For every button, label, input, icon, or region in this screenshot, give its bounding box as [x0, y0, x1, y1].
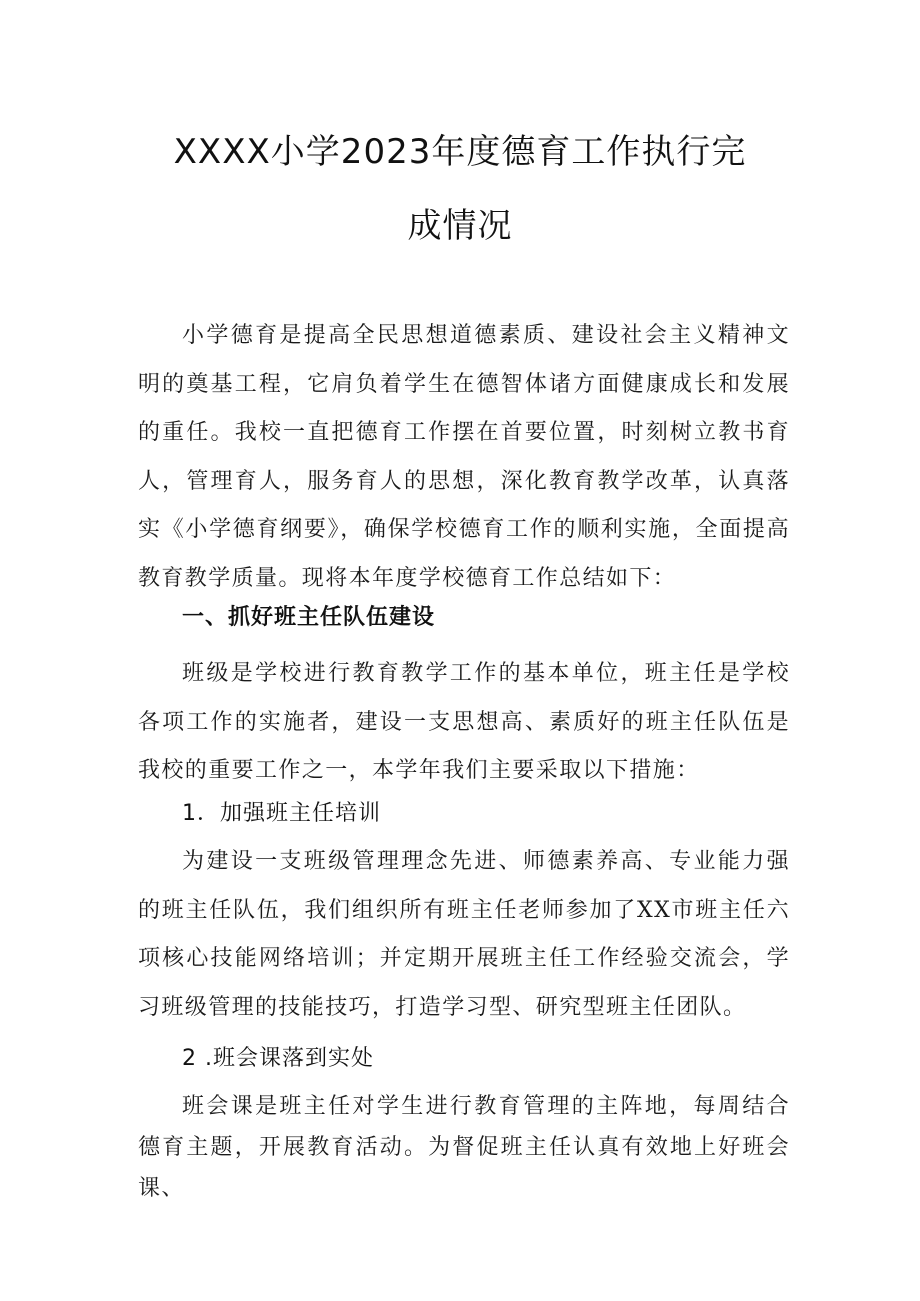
subsection-2-paragraph: 班会课是班主任对学生进行教育管理的主阵地，每周结合德育主题，开展教育活动。为督促班主任认真有效地上好班会课、 [138, 1094, 790, 1201]
subsection-1-paragraph: 为建设一支班级管理理念先进、师德素养高、专业能力强的班主任队伍，我们组织所有班主任老师参加了XX市班主任六项核心技能网络培训；并定期开展班主任工作经验交流会，学习班级管理的技能技巧，打造学习型、研究型班主任团队。 [138, 849, 790, 1020]
subsection-2-heading: 2 .班会课落到实处 [182, 1046, 374, 1071]
document-title-line-2: 成情况 [407, 206, 513, 246]
subsection-1-heading: 1．加强班主任培训 [182, 801, 381, 826]
section-1-paragraph: 班级是学校进行教育教学工作的基本单位，班主任是学校各项工作的实施者，建设一支思想高、素质好的班主任队伍是我校的重要工作之一，本学年我们主要采取以下措施： [138, 661, 790, 783]
section-1-heading: 一、抓好班主任队伍建设 [182, 605, 436, 630]
document-title-line-1: XXXX小学2023年度德育工作执行完 [173, 132, 747, 172]
intro-paragraph: 小学德育是提高全民思想道德素质、建设社会主义精神文明的奠基工程，它肩负着学生在德智体诸方面健康成长和发展的重任。我校一直把德育工作摆在首要位置，时刻树立教书育人，管理育人，服务育人的思想，深化教育教学改革，认真落实《小学德育纲要》，确保学校德育工作的顺利实施，全面提高教育教学质量。现将本年度学校德育工作总结如下： [138, 323, 790, 591]
